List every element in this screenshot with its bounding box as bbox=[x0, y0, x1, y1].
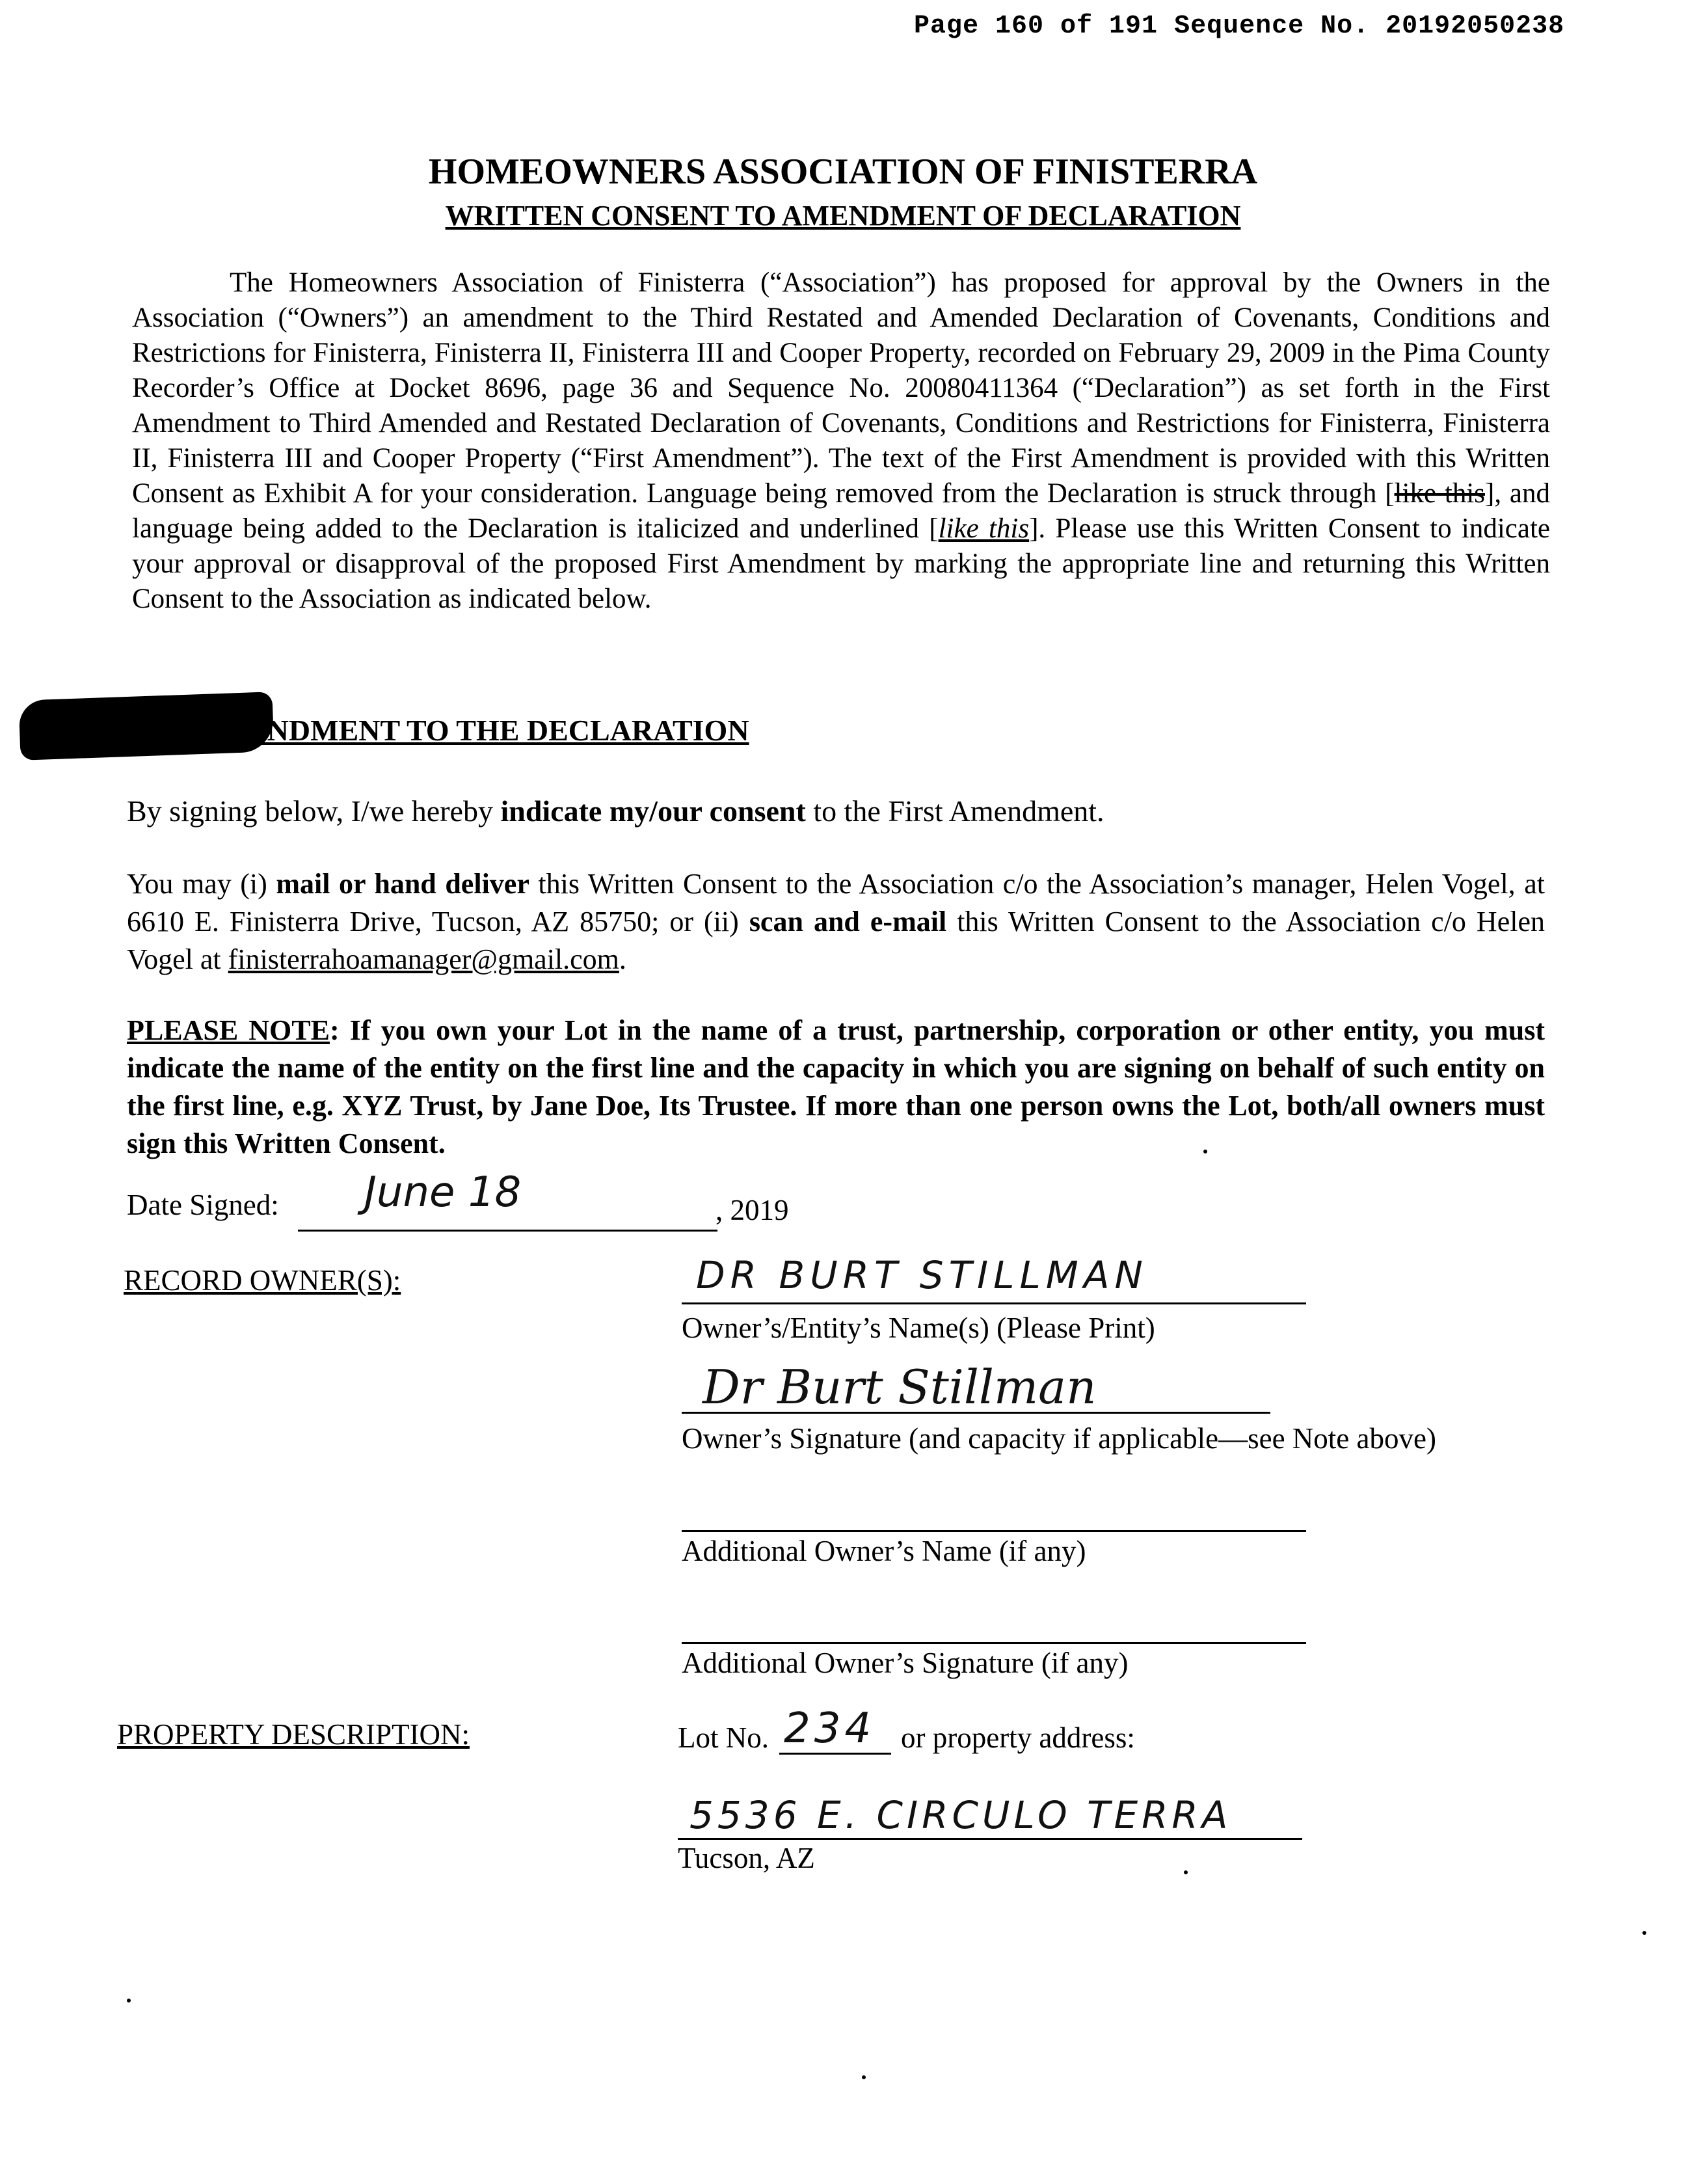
date-year-suffix: , 2019 bbox=[716, 1194, 789, 1226]
consent-text-bold: indicate my/our consent bbox=[500, 794, 806, 828]
delivery-bold-1: mail or hand deliver bbox=[276, 868, 529, 900]
owner-signature-label: Owner’s Signature (and capacity if applicable—see Note above) bbox=[682, 1422, 1436, 1455]
note-text: : If you own your Lot in the name of a trust, partnership, corporation or other entity, you must indicate the name of the entity on the first line and the capacity in which you are signing on behalf of such entity on the first line, e.g. XYZ Trust, by Jane Doe, Its Trustee. If more than one person owns the Lot, both/all owners must sign this Written Consent. bbox=[127, 1014, 1545, 1159]
additional-name-label: Additional Owner’s Name (if any) bbox=[682, 1535, 1086, 1567]
date-signed-label: Date Signed: bbox=[127, 1189, 279, 1221]
document-subtitle: WRITTEN CONSENT TO AMENDMENT OF DECLARATION bbox=[445, 200, 1241, 232]
owner-name-value: DR BURT STILLMAN bbox=[696, 1253, 1148, 1297]
consent-text-post: to the First Amendment. bbox=[805, 794, 1104, 828]
additional-signature-line[interactable] bbox=[682, 1608, 1306, 1644]
city-label: Tucson, AZ bbox=[678, 1842, 815, 1874]
added-example: like this bbox=[938, 513, 1030, 544]
redaction-mark bbox=[19, 692, 274, 761]
delivery-text-3: this Written Consent to the Association c/o Helen Vogel at bbox=[127, 906, 1545, 975]
delivery-paragraph bbox=[127, 865, 1545, 978]
strike-example: like this bbox=[1394, 478, 1485, 509]
lot-no-label: Lot No. bbox=[678, 1721, 769, 1754]
owner-name-label: Owner’s/Entity’s Name(s) (Please Print) bbox=[682, 1312, 1155, 1344]
additional-signature-label: Additional Owner’s Signature (if any) bbox=[682, 1647, 1129, 1679]
delivery-bold-2: scan and e-mail bbox=[749, 906, 947, 937]
consent-text-pre: By signing below, I/we hereby bbox=[127, 794, 501, 828]
delivery-text-2: this Written Consent to the Association c/o the Association’s manager, Helen Vogel, at 6610 E. Finisterra Drive, Tucson, AZ 85750; or (ii) bbox=[127, 868, 1545, 937]
additional-name-line[interactable] bbox=[682, 1496, 1306, 1532]
record-owners-label: RECORD OWNER(S): bbox=[124, 1264, 401, 1297]
stray-mark bbox=[862, 2075, 866, 2079]
owner-signature-value: Dr Burt Stillman bbox=[702, 1360, 1097, 1414]
property-description-label: PROPERTY DESCRIPTION: bbox=[117, 1718, 470, 1751]
document-title: HOMEOWNERS ASSOCIATION OF FINISTERRA bbox=[428, 152, 1258, 192]
intro-text-1: The Homeowners Association of Finisterra (“Association”) has proposed for approval by the Owners in the Association (“Owners”) an amendment to the Third Restated and Amended Declaration of Covenants, Conditions and Restrictions for Finisterra, Finisterra II, Finisterra III and Cooper Property, recorded on February 29, 2009 in the Pima County Recorder’s Office at Docket 8696, page 36 and Sequence No. 20080411364 (“Declaration”) as set forth in the First Amendment to Third Amended and Restated Declaration of Covenants, Conditions and Restrictions for Finisterra, Finisterra II, Finisterra III and Cooper Property (“First Amendment”). The text of the First Amendment is provided with this Written Consent as Exhibit A for your consideration. Language being removed from the Declaration is struck through [ bbox=[132, 267, 1550, 509]
note-label: PLEASE NOTE bbox=[127, 1014, 330, 1046]
stray-mark bbox=[1203, 1150, 1207, 1153]
stray-mark bbox=[1642, 1931, 1646, 1935]
stray-mark bbox=[127, 1999, 131, 2002]
delivery-text-1: You may (i) bbox=[127, 868, 276, 900]
page-sequence-header: Page 160 of 191 Sequence No. 20192050238 bbox=[914, 12, 1565, 41]
intro-text-3: ]. Please use this Written Consent to indicate your approval or disapproval of the proposed First Amendment by marking the appropriate line and returning this Written Consent to the Association as indicated below. bbox=[132, 513, 1550, 614]
note-paragraph bbox=[127, 1012, 1545, 1163]
section-heading: ENDMENT TO THE DECLARATION bbox=[247, 714, 749, 747]
date-signed-value: June 18 bbox=[364, 1168, 522, 1217]
property-address-label: or property address: bbox=[901, 1721, 1135, 1754]
manager-email-link[interactable]: finisterrahoamanager@gmail.com bbox=[228, 943, 619, 975]
intro-paragraph bbox=[132, 265, 1550, 617]
delivery-text-4: . bbox=[619, 943, 626, 975]
consent-statement bbox=[127, 794, 1104, 828]
stray-mark bbox=[1184, 1870, 1188, 1874]
property-address-value: 5536 E. CIRCULO TERRA bbox=[689, 1793, 1232, 1837]
intro-text-2: ], and language being added to the Declaration is italicized and underlined [ bbox=[132, 478, 1550, 544]
lot-no-value: 234 bbox=[784, 1705, 876, 1753]
